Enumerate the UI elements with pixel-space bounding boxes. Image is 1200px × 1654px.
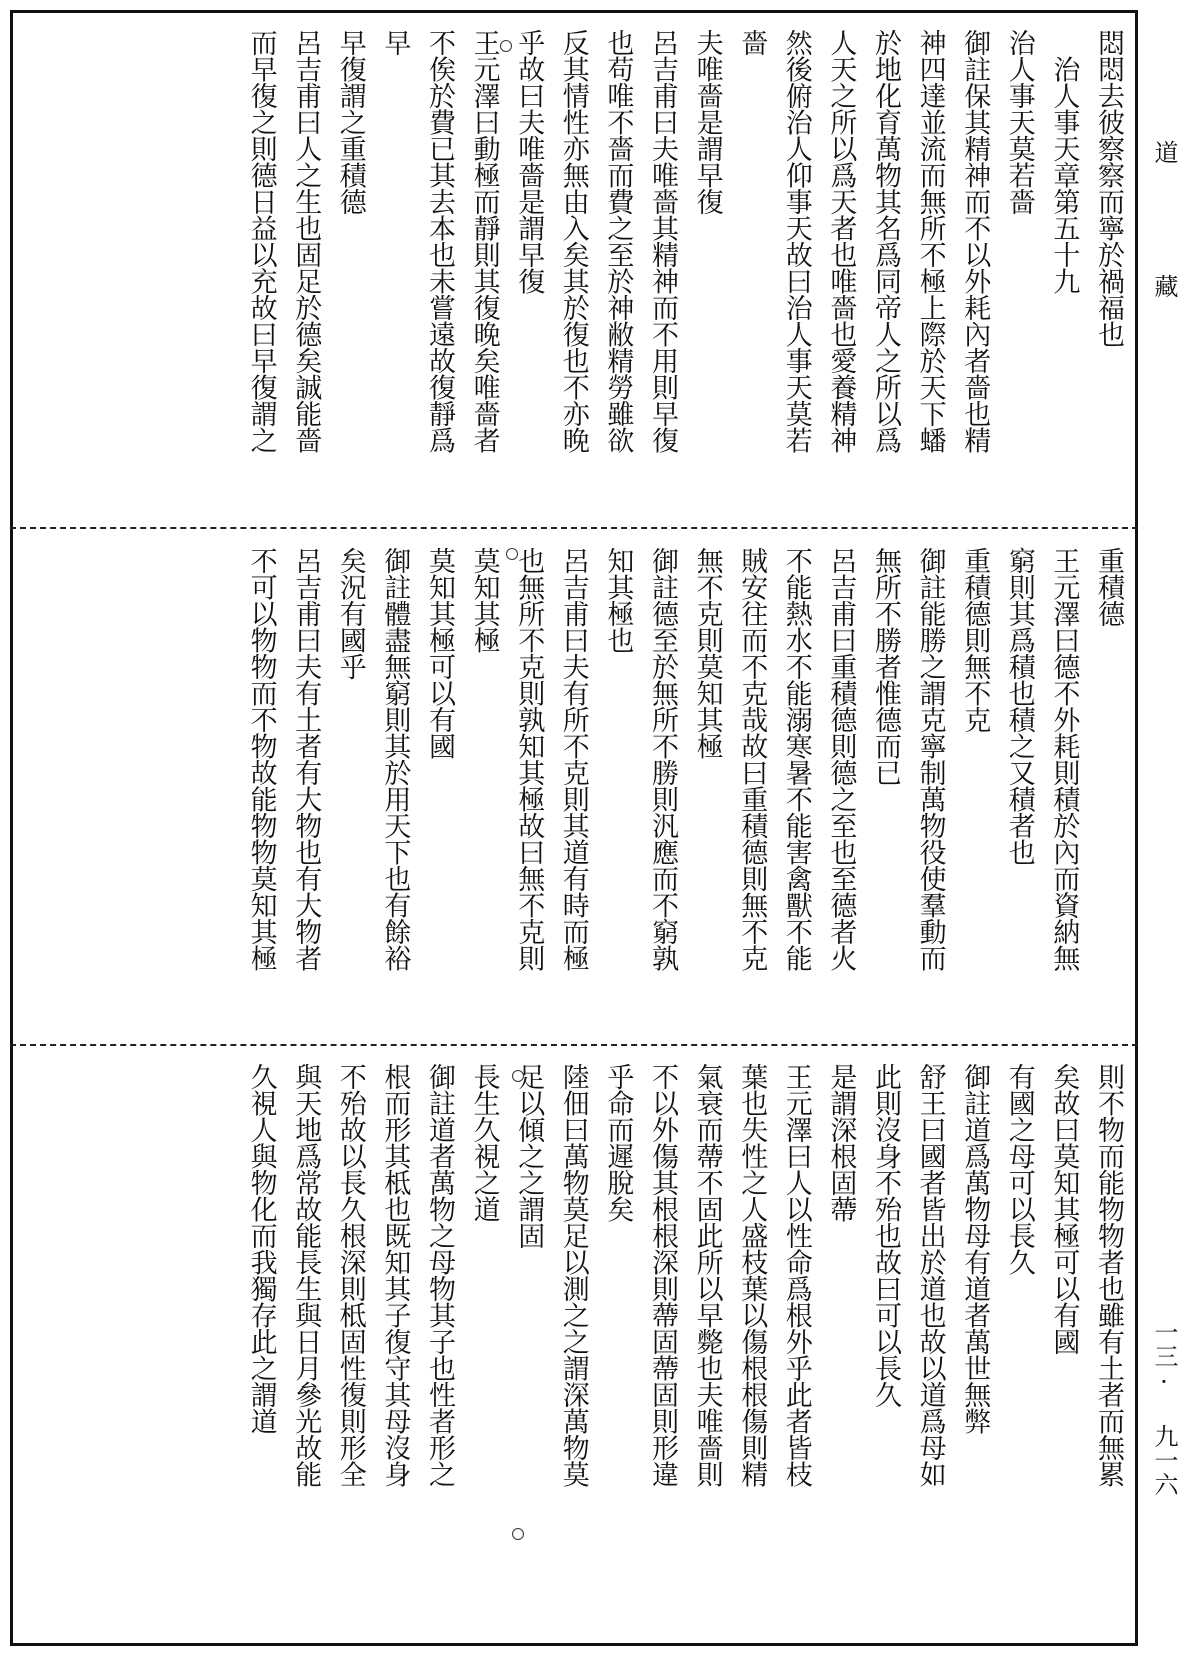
text-column: 悶悶去彼察察而寧於禍福也 bbox=[1093, 29, 1124, 347]
text-column: 御註道者萬物之母物其子也性者形之 bbox=[424, 1063, 455, 1487]
text-column: 早復謂之重積德 bbox=[334, 29, 366, 215]
text-column: 無不克則莫知其極 bbox=[691, 547, 723, 759]
text-column: 呂吉甫曰人之生也固足於德矣誠能嗇 bbox=[290, 29, 322, 453]
text-column: 呂吉甫曰夫有土者有大物也有大物者 bbox=[290, 547, 322, 971]
text-column: 不以外傷其根根深則蔕固蔕固則形違 bbox=[647, 1063, 678, 1487]
text-column: 治人事天章第五十九 bbox=[1048, 29, 1080, 294]
text-column: 早 bbox=[379, 29, 411, 56]
text-column: 窮則其爲積也積之又積者也 bbox=[1003, 547, 1035, 865]
text-column: 莫知其極可以有國 bbox=[424, 547, 455, 759]
text-column: 治人事天莫若嗇 bbox=[1003, 29, 1035, 215]
circle-mark bbox=[506, 548, 518, 560]
text-column: 與天地爲常故能長生與日月參光故能 bbox=[290, 1063, 322, 1487]
text-column: 有國之母可以長久 bbox=[1003, 1063, 1035, 1275]
text-column: 王元澤曰動極而靜則其復晚矣唯嗇者 bbox=[468, 29, 500, 453]
text-column: 陸佃曰萬物莫足以測之之謂深萬物莫 bbox=[557, 1063, 589, 1487]
book-title: 道藏 bbox=[1150, 140, 1178, 408]
text-column: 賊安往而不克哉故曰重積德則無不克 bbox=[736, 547, 768, 971]
text-column: 於地化育萬物其名爲同帝人之所以爲 bbox=[870, 29, 901, 453]
text-column: 嗇 bbox=[736, 29, 768, 56]
text-column: 不殆故以長久根深則柢固性復則形全 bbox=[334, 1063, 366, 1487]
text-column: 夫唯嗇是謂早復 bbox=[691, 29, 723, 215]
text-column: 不能熱水不能溺寒暑不能害禽獸不能 bbox=[780, 547, 812, 971]
text-panel-upper bbox=[10, 13, 1138, 525]
text-column: 御註保其精神而不以外耗內者嗇也精 bbox=[959, 29, 991, 453]
panel-divider bbox=[10, 1044, 1138, 1046]
text-column: 此則沒身不殆也故曰可以長久 bbox=[870, 1063, 901, 1408]
text-column: 也無所不克則孰知其極故曰無不克則 bbox=[513, 547, 545, 971]
text-column: 也苟唯不嗇而費之至於神敝精勞雖欲 bbox=[602, 29, 634, 453]
text-column: 長生久視之道 bbox=[468, 1063, 500, 1222]
text-panel-middle bbox=[10, 531, 1138, 1041]
text-column: 久視人與物化而我獨存此之謂道 bbox=[245, 1063, 277, 1434]
text-column: 然後俯治人仰事天故曰治人事天莫若 bbox=[780, 29, 812, 453]
text-column: 呂吉甫曰夫有所不克則其道有時而極 bbox=[557, 547, 589, 971]
panel-divider bbox=[10, 527, 1138, 529]
text-column: 呂吉甫曰重積德則德之至也至德者火 bbox=[825, 547, 857, 971]
text-column: 重積德則無不克 bbox=[959, 547, 991, 733]
text-column: 反其情性亦無由入矣其於復也不亦晚 bbox=[557, 29, 589, 453]
text-column: 矣故曰莫知其極可以有國 bbox=[1048, 1063, 1080, 1355]
text-column: 御註體盡無窮則其於用天下也有餘裕 bbox=[379, 547, 411, 971]
text-column: 莫知其極 bbox=[468, 547, 500, 653]
text-column: 則不物而能物物者也雖有土者而無累 bbox=[1093, 1063, 1124, 1487]
text-column: 足以傾之之謂固 bbox=[513, 1063, 545, 1249]
text-column: 人天之所以爲天者也唯嗇也愛養精神 bbox=[825, 29, 857, 453]
text-column: 重積德 bbox=[1093, 547, 1124, 627]
page-number: 一三· 九一六 bbox=[1150, 1320, 1178, 1496]
circle-mark bbox=[512, 1528, 524, 1540]
text-column: 御註能勝之謂克寧制萬物役使羣動而 bbox=[914, 547, 946, 971]
circle-mark bbox=[512, 1070, 524, 1082]
text-column: 是謂深根固蔕 bbox=[825, 1063, 857, 1222]
text-column: 無所不勝者惟德而已 bbox=[870, 547, 901, 786]
text-column: 王元澤曰德不外耗則積於內而資納無 bbox=[1048, 547, 1080, 971]
text-column: 呂吉甫曰夫唯嗇其精神而不用則早復 bbox=[647, 29, 678, 453]
text-panel-lower bbox=[10, 1047, 1138, 1646]
text-column: 王元澤曰人以性命爲根外乎此者皆枝 bbox=[780, 1063, 812, 1487]
text-column: 知其極也 bbox=[602, 547, 634, 653]
text-column: 神四達並流而無所不極上際於天下蟠 bbox=[914, 29, 946, 453]
text-column: 御註德至於無所不勝則汎應而不窮孰 bbox=[647, 547, 678, 971]
text-column: 氣衰而蔕不固此所以早斃也夫唯嗇則 bbox=[691, 1063, 723, 1487]
text-column: 乎命而遲脫矣 bbox=[602, 1063, 634, 1222]
text-column: 葉也失性之人盛枝葉以傷根根傷則精 bbox=[736, 1063, 768, 1487]
text-column: 不俟於費已其去本也未嘗遠故復靜爲 bbox=[424, 29, 455, 453]
text-column: 根而形其柢也既知其子復守其母沒身 bbox=[379, 1063, 411, 1487]
circle-mark bbox=[500, 40, 512, 52]
text-column: 而早復之則德日益以充故曰早復謂之 bbox=[245, 29, 277, 453]
text-column: 不可以物物而不物故能物物莫知其極 bbox=[245, 547, 277, 971]
text-column: 舒王曰國者皆出於道也故以道爲母如 bbox=[914, 1063, 946, 1487]
text-column: 矣況有國乎 bbox=[334, 547, 366, 680]
text-column: 御註道爲萬物母有道者萬世無弊 bbox=[959, 1063, 991, 1434]
text-column: 乎故曰夫唯嗇是謂早復 bbox=[513, 29, 545, 294]
